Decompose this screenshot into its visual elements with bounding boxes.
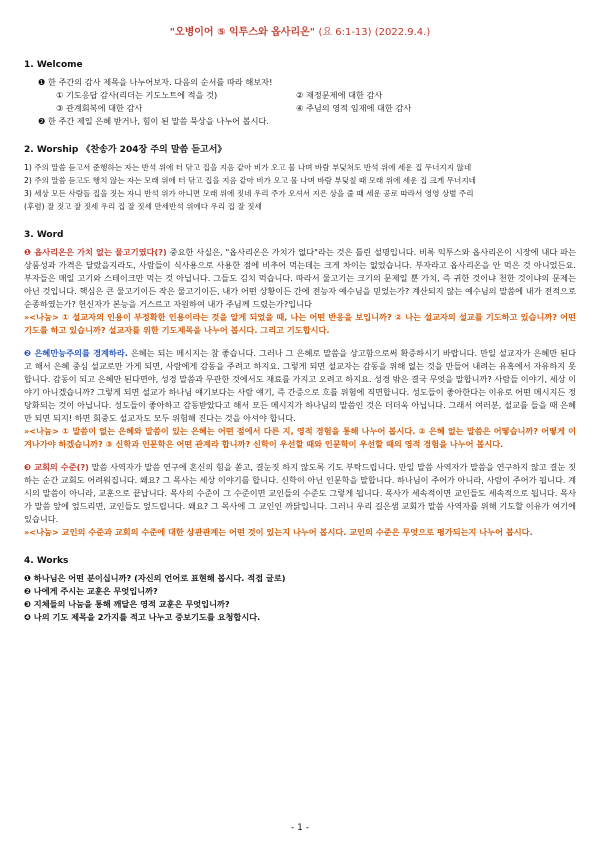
worship-verse-2: 2) 주의 말씀 듣고도 행치 않는 자는 모래 위에 터 닦고 집을 지음 같아 비가 오고 물 나며 바람 부딪칠 때 모래 위에 세운 집 크게 무너지네 xyxy=(24,176,476,185)
welcome-heading: 1. Welcome xyxy=(24,60,83,70)
welcome-options-row-1 xyxy=(24,89,576,102)
word-heading: 3. Word xyxy=(24,230,64,240)
word-point-3-share: »<나눔> 교인의 수준과 교회의 수준에 대한 상관관계는 어떤 것이 있는지 나누어 봅시다. 교인의 수준은 무엇으로 평가되는지 나누어 봅시다. xyxy=(24,527,533,537)
word-point-3-lead: ❸ 교회의 수준(?) xyxy=(24,462,89,472)
works-item-2: ❷ 나에게 주시는 교훈은 무엇입니까? xyxy=(24,586,158,596)
worship-section xyxy=(24,144,576,213)
welcome-option-4: ④ 주님의 영적 임재에 대한 감사 xyxy=(296,103,412,113)
word-point-1-lead: ❶ 옵사리온은 가치 없는 물고기였다(?) xyxy=(24,247,167,257)
works-section xyxy=(24,555,576,624)
welcome-options-row-2 xyxy=(24,102,576,115)
word-point-2 xyxy=(24,347,576,451)
welcome-line-1: ❶ 한 주간의 감사 제목을 나누어보자. 다음의 순서를 따라 해보자! xyxy=(38,77,273,87)
worship-verse-1: 1) 주의 말씀 듣고서 준행하는 자는 반석 위에 터 닦고 집을 지음 같아 비가 오고 물 나며 바람 부딪쳐도 반석 위에 세운 집 무너지지 않네 xyxy=(24,163,472,172)
title-main: "오병이어 ⑤ 익투스와 옵사리온" xyxy=(169,27,315,38)
works-item-3: ❸ 지체들의 나눔을 통해 깨달은 영적 교훈은 무엇입니까? xyxy=(24,599,230,609)
word-point-2-share: »<나눔> ① 말씀이 없는 은혜와 말씀이 있는 은혜는 어떤 점에서 다른 지, 영적 경험을 통해 나누어 봅시다. ② 은혜 없는 말씀은 어떻습니까? 어떻게 이겨나가야 하겠습니까? ③ 신학과 인문학은 어떤 관계라 합니까? 신학이 우선할 때와 인문학이 우선할 때의 영적 경험을 나누어 봅시다. xyxy=(24,426,576,449)
page-number: - 1 - xyxy=(291,823,309,833)
works-item-4: ❹ 나의 기도 제목을 2가지를 적고 나누고 중보기도를 요청합시다. xyxy=(24,612,261,622)
welcome-option-1: ① 기도응답 감사(리더는 기도노트에 적을 것) xyxy=(56,90,218,100)
word-point-2-lead: ❷ 은혜만능주의를 경계하라. xyxy=(24,348,128,358)
title-reference: (요 6:1-13) (2022.9.4.) xyxy=(318,27,431,38)
welcome-option-3: ③ 관계회복에 대한 감사 xyxy=(56,103,143,113)
word-point-3-text: 말씀 사역자가 말씀 연구에 혼신의 힘을 쏟고, 결눈짓 하지 않도록 기도 부탁드립니다. 만일 말씀 사역자가 말씀을 연구하지 않고 결눈 짓 하는 순간 교회도 어려워집니다. 왜요? 그 목사는 세상 이야기를 합니다. 신학이 아닌 인문학을 말합니다. 하나님이 주어가 아니라, 사람이 주어가 됩니다. 계시의 말씀이 아니라, 교훈으로 끝납니다. 목사의 수준이 그 수준이면 교인들의 수준도 그렇게 됩니다. 목사가 세속적이면 교인들도 세속적으로 됩니다. 목사가 말씀 앞에 엎드리면, 교인들도 엎드립니다. 왜요? 그 목사에 그 교인인 까닭입니다. 그러니 우리 길은샘 교회가 말씀 사역자를 위해 기도할 이유가 여기에 있습니다. xyxy=(24,462,576,524)
worship-chorus: (후렴) 잘 짓고 잘 짓세 우리 집 잘 짓세 만세반석 위에다 우리 집 잘 짓세 xyxy=(24,202,262,211)
works-item-1: ❶ 하나님은 어떤 분이십니까? (자신의 언어로 표현해 봅시다. 적접 글로) xyxy=(24,573,286,583)
worship-verse-3: 3) 세상 모든 사람들 집을 짓는 자니 반석 위가 아니면 모래 위에 짓네 우리 주가 오셔서 지은 상을 줄 때 세운 공로 따라서 영영 상벌 주리 xyxy=(24,189,474,198)
word-point-1 xyxy=(24,246,576,337)
welcome-option-2: ② 재정문제에 대한 감사 xyxy=(296,90,383,100)
welcome-line-2: ❷ 한 주간 제일 은혜 받거나, 힘이 된 말씀 묵상을 나누어 봅시다. xyxy=(38,116,269,126)
works-heading: 4. Works xyxy=(24,556,69,566)
word-section xyxy=(24,229,576,539)
document-page xyxy=(24,26,576,640)
word-point-2-text: 은혜는 되는 메시지는 참 좋습니다. 그러나 그 은혜로 말씀을 상고함으로써 확증하시기 바랍니다. 만일 설교자가 은혜만 된다고 해서 은혜 중심 설교로만 가게 되면, 사람에게 감동을 주려고 하지요. 그렇게 되면 설교자는 감동을 위해 없는 것을 만들어 내려는 유혹에서 자유하지 못합니다. 감동이 되고 은혜만 된다면야, 성경 말씀과 무관한 것에서도 재료를 가지고 오려고 하지요. 성경 밖은 결국 무엇을 말합니까? 사람들 이야기, 세상 이야기 아니겠습니까? 그렇게 되면 설교가 하나님 얘기보다는 사람 얘기, 즉 간증으로 흐를 위험에 직면합니다. 성도들이 좋아한다는 이유로 어떤 메시지든 정당화되는 것이 아닙니다. 성도들이 좋아하고 감동받았다고 해서 모든 메시지가 하나님의 말씀인 것은 더더욱 아닙니다. 그래서 여러분, 설교를 들을 때 은혜만 되면 되지! 하면 회중도 설교자도 모두 위험해 진다는 것을 아셔야 합니다. xyxy=(24,348,576,423)
word-point-1-text: 중요한 사실은, "옵사리온은 가치가 없다"라는 것은 틀린 설명입니다. 비록 익투스와 옵사리온이 시장에 내다 파는 상품성과 가격은 달랐을지라도, 사람들이 식사용으로 사용한 점에 비추어 먹는데는 크게 차이는 없었습니다. 부자라고 옵사리온을 안 먹은 것 아니었든요. 부자들은 매일 고기와 스테이크만 먹는 것 아닙니다. 그들도 김치 먹습니다. 따라서 물고기는 크기의 문제일 뿐 가치, 즉 귀한 것이냐 천한 것이냐의 문제는 아닌 것입니다. 핵심은 큰 물고기이든 작은 물고기이든, 내가 어떤 상황이든 간에 전능자 예수님을 믿었는가? 계산되지 않는 예수님의 말씀에 내가 전적으로 순종하였는가? 헌신자가 본능을 거스르고 자원하여 내가 주님께 드렸는가?입니다 xyxy=(24,247,576,309)
welcome-section xyxy=(24,59,576,128)
worship-heading: 2. Worship 《찬송가 204장 주의 말씀 듣고서》 xyxy=(24,145,227,155)
word-point-3 xyxy=(24,461,576,539)
document-title xyxy=(24,26,576,39)
word-point-1-share: »<나눔> ① 설교자의 인용이 부정확한 인용이라는 것을 알게 되었을 때, 나는 어떤 반응을 보입니까? ② 나는 설교자의 설교를 기도하고 있습니까? 어떤 기도를 하고 있습니까? 설교자를 위한 기도제목을 나누어 봅시다. 그리고 기도합시다. xyxy=(24,312,576,335)
